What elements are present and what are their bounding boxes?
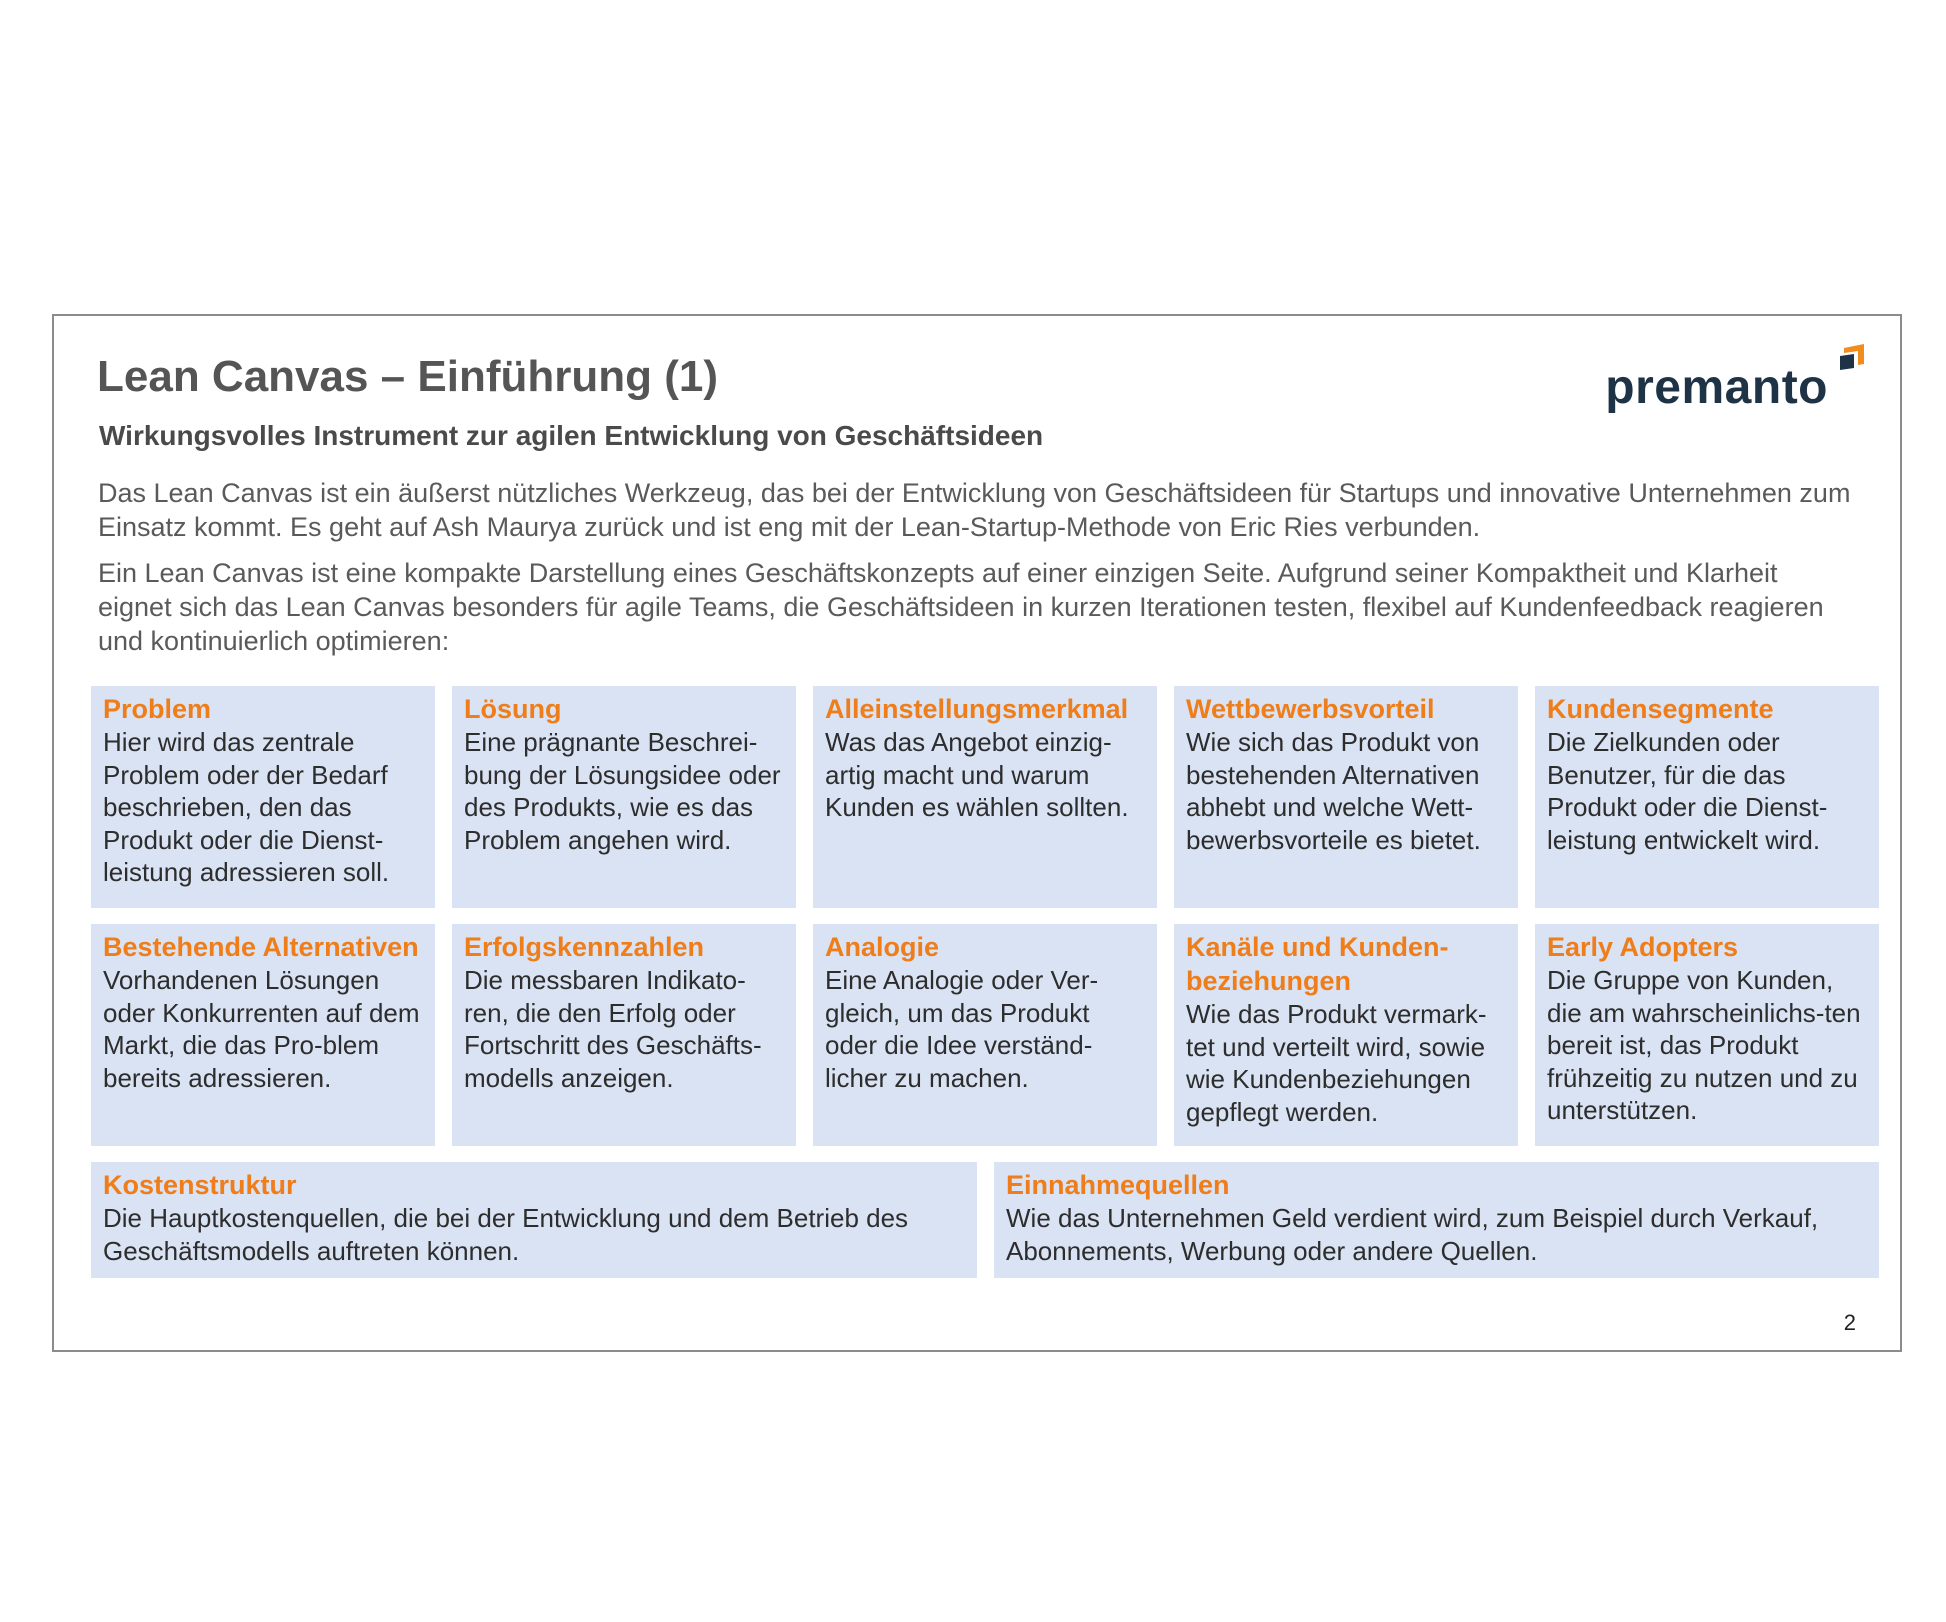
canvas-box-loesung bbox=[452, 686, 796, 908]
page-subtitle: Wirkungsvolles Instrument zur agilen Entwicklung von Geschäftsideen bbox=[99, 420, 1044, 451]
box-text: Die Hauptkostenquellen, die bei der Entwicklung und dem Betrieb des Geschäftsmodells auftreten können. bbox=[103, 1203, 909, 1266]
box-text: Eine Analogie oder Ver-gleich, um das Produkt oder die Idee verständ-licher zu machen. bbox=[825, 965, 1099, 1093]
canvas-box-wettbewerbsvorteil bbox=[1174, 686, 1518, 908]
box-text: Die Gruppe von Kunden, die am wahrscheinlichs-ten bereit ist, das Produkt frühzeitig zu nutzen und zu unterstützen. bbox=[1547, 965, 1861, 1125]
page-number: 2 bbox=[1843, 1310, 1856, 1335]
logo-mark-icon bbox=[1830, 342, 1872, 384]
box-title: Alleinstellungsmerkmal bbox=[825, 694, 1129, 724]
box-title: Early Adopters bbox=[1547, 932, 1739, 962]
box-text: Die messbaren Indikato-ren, die den Erfolg oder Fortschritt des Geschäfts-modells anzeigen. bbox=[464, 965, 762, 1093]
box-title: Erfolgskennzahlen bbox=[464, 932, 705, 962]
box-title: Problem bbox=[103, 694, 212, 724]
canvas-box-alleinstellungsmerkmal bbox=[813, 686, 1157, 908]
canvas-box-erfolgskennzahlen bbox=[452, 924, 796, 1146]
box-title: Einnahmequellen bbox=[1006, 1170, 1230, 1200]
box-text: Was das Angebot einzig-artig macht und warum Kunden es wählen sollten. bbox=[825, 727, 1129, 822]
box-title: Bestehende Alternativen bbox=[103, 932, 419, 962]
box-title: Kostenstruktur bbox=[103, 1170, 297, 1200]
slide bbox=[52, 314, 1902, 1352]
canvas-box-kundensegmente bbox=[1535, 686, 1879, 908]
premanto-logo bbox=[1582, 342, 1872, 422]
box-title: Lösung bbox=[464, 694, 562, 724]
box-text: Wie das Unternehmen Geld verdient wird, zum Beispiel durch Verkauf, Abonnements, Werbung oder andere Quellen. bbox=[1006, 1203, 1819, 1266]
box-title: Analogie bbox=[825, 932, 940, 962]
canvas-box-analogie bbox=[813, 924, 1157, 1146]
intro-paragraph-1: Das Lean Canvas ist ein äußerst nützliches Werkzeug, das bei der Entwicklung von Geschäftsideen für Startups und innovative Unternehmen zum Einsatz kommt. Es geht auf Ash Maurya zurück und ist eng mit der Lean-Startup-Methode von Eric Ries verbunden. bbox=[98, 478, 1851, 542]
box-text: Vorhandenen Lösungen oder Konkurrenten auf dem Markt, die das Pro-blem bereits adressieren. bbox=[103, 965, 420, 1093]
canvas-box-problem bbox=[91, 686, 435, 908]
box-title: Kanäle und Kunden-beziehungen bbox=[1186, 932, 1449, 996]
logo-text: premanto bbox=[1605, 361, 1828, 414]
box-text: Wie sich das Produkt von bestehenden Alternativen abhebt und welche Wett-bewerbsvorteile es bietet. bbox=[1186, 727, 1481, 855]
box-text: Wie das Produkt vermark-tet und verteilt wird, sowie wie Kundenbeziehungen gepflegt werden. bbox=[1186, 999, 1487, 1127]
box-text: Eine prägnante Beschrei-bung der Lösungsidee oder des Produkts, wie es das Problem angehen wird. bbox=[464, 727, 781, 855]
box-text: Die Zielkunden oder Benutzer, für die das Produkt oder die Dienst-leistung entwickelt wird. bbox=[1547, 727, 1828, 855]
box-title: Kundensegmente bbox=[1547, 694, 1774, 724]
canvas-box-einnahmequellen bbox=[994, 1162, 1879, 1278]
canvas-box-bestehende-alternativen bbox=[91, 924, 435, 1146]
canvas-box-kostenstruktur bbox=[91, 1162, 977, 1278]
canvas-box-early-adopters bbox=[1535, 924, 1879, 1146]
intro-paragraph-2: Ein Lean Canvas ist eine kompakte Darstellung eines Geschäftskonzepts auf einer einzigen Seite. Aufgrund seiner Kompaktheit und Klarheit eignet sich das Lean Canvas besonders für agile Teams, die Geschäftsideen in kurzen Iterationen testen, flexibel auf Kundenfeedback reagieren und kontinuierlich optimieren: bbox=[98, 558, 1824, 656]
box-text: Hier wird das zentrale Problem oder der Bedarf beschrieben, den das Produkt oder die Dienst-leistung adressieren soll. bbox=[103, 727, 390, 887]
intro-text bbox=[98, 476, 1858, 670]
box-title: Wettbewerbsvorteil bbox=[1186, 694, 1435, 724]
canvas-box-kanaele-kundenbeziehungen bbox=[1174, 924, 1518, 1146]
page-title: Lean Canvas – Einführung (1) bbox=[97, 352, 718, 401]
